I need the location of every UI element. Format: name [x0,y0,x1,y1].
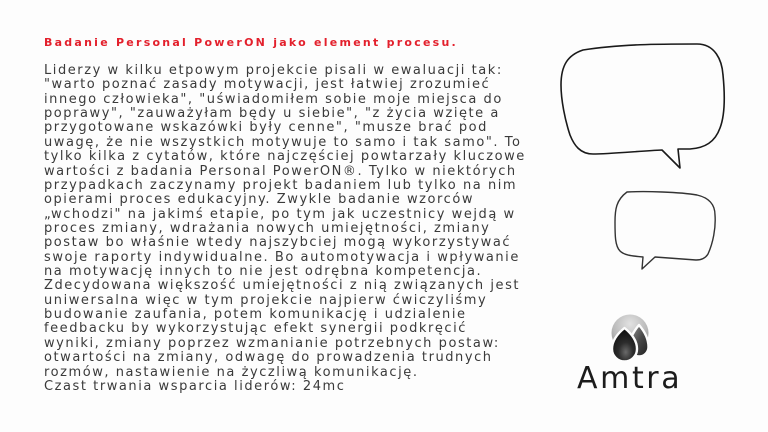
body-line: opierami proces edukacyjny. Zwykle badanie wzorców [44,192,475,208]
droplets-mountain-logo-icon [612,315,649,362]
body-line: Liderzy w kilku etpowym projekcie pisali w ewaluacji tak: [44,63,503,78]
body-line: feedbacku by wykorzystując efekt synergii podkręcić [44,321,467,337]
body-line: uwagę, że nie wszystkich motywuje to samo i tak samo". To [44,134,522,150]
body-line: "warto poznać zasady motywacji, jest łatwiej zrozumieć [44,77,491,93]
body-line: „wchodzi" na jakimś etapie, po tym jak uczestnicy wejdą w [44,206,516,222]
slide-title: Badanie Personal PowerON jako element procesu. [44,36,458,49]
body-line: przypadkach zaczynamy projekt badaniem lub tylko na nim [44,177,518,193]
body-line: budowanie zaufania, potem komunikację i udzialenie [44,307,467,323]
body-line: przygotowane wskazówki były cenne", "musze brać pod [44,120,488,136]
body-line: na motywację innych to nie jest odrębna kompetencja. [44,264,483,280]
body-line: poprawy", "zauważyłam będy u siebie", "z życia wzięte a [44,106,500,122]
body-line: innego człowieka", "uświadomiłem sobie moje miejsca do [44,91,503,107]
body-line: otwartości na zmiany, odwagę do prowadzenia trudnych [44,350,493,366]
speech-bubble-small-icon [615,192,715,269]
body-line: uniwersalna więc w tym projekcie najpierw ćwiczyliśmy [44,292,488,308]
body-line: rozmów, nastawienie na życzliwą komunikację. [44,364,419,380]
body-line: proces zmiany, wdrażania nowych umiejętności, zmiany [44,220,491,236]
logo-wordmark: Amtra [577,361,683,396]
body-paragraph [44,64,526,394]
body-line: wartości z badania Personal PowerON®. Tylko w niektórych [44,163,517,179]
body-line: postaw bo właśnie wtedy najszybciej mogą wykorzystywać [44,235,512,251]
body-line: tylko kilka z cytatów, które najczęściej powtarzały kluczowe [44,149,526,165]
body-line: Czast trwania wsparcia liderów: 24mc [44,378,346,394]
body-line: Zdecydowana większość umiejętności z nią związanych jest [44,278,521,294]
speech-bubble-large-icon [561,44,724,168]
body-line: swoje raporty indywidualne. Bo automotywacja i wpływanie [44,249,520,265]
body-line: wyniki, zmiany poprzez wzmanianie potrzebnych postaw: [44,335,500,351]
